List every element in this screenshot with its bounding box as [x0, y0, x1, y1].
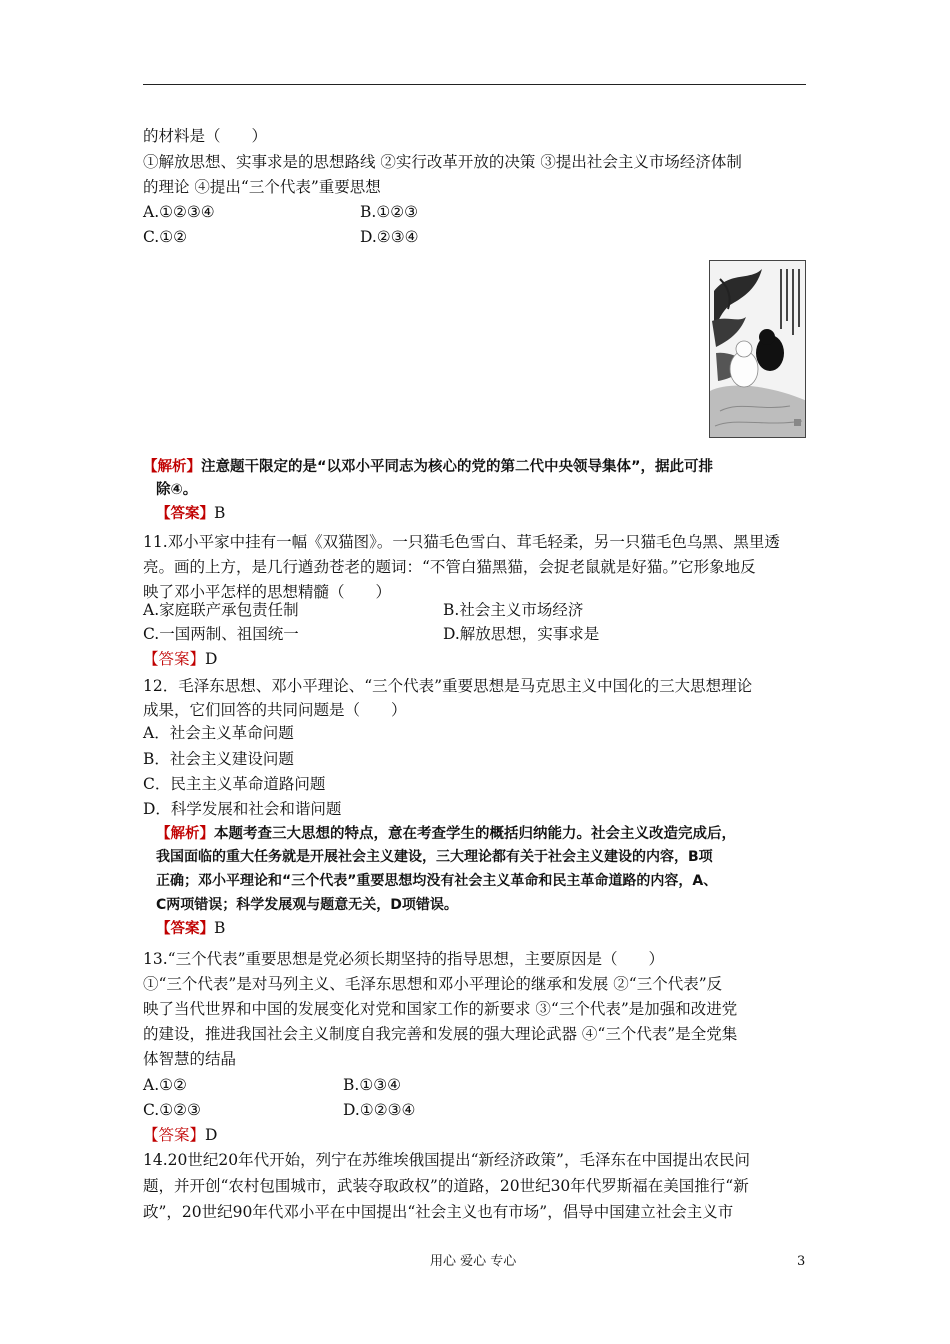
- q13-line4: 的建设，推进我国社会主义制度自我完善和发展的强大理论武器 ④“三个代表”是全党集: [143, 1025, 738, 1043]
- q10-option-a: A.①②③④: [143, 203, 215, 221]
- q10-option-b: B.①②③: [360, 203, 419, 221]
- q10-items-line2: 的理论 ④提出“三个代表”重要思想: [143, 178, 381, 196]
- q10-items-line1: ①解放思想、实事求是的思想路线 ②实行改革开放的决策 ③提出社会主义市场经济体制: [143, 153, 742, 171]
- q13-line2: ①“三个代表”是对马列主义、毛泽东思想和邓小平理论的继承和发展 ②“三个代表”反: [143, 975, 723, 993]
- q11-line3: 映了邓小平怎样的思想精髓（ ）: [143, 583, 392, 601]
- answer-tag: 【答案】: [156, 921, 214, 937]
- answer-tag: 【答案】: [143, 1126, 206, 1144]
- q13-line5: 体智慧的结晶: [143, 1050, 237, 1068]
- q10-answer: 【答案】B: [156, 504, 226, 522]
- q11-line1: 11.邓小平家中挂有一幅《双猫图》。一只猫毛色雪白、茸毛轻柔，另一只猫毛色乌黑、黑里透: [143, 533, 780, 551]
- q12-answer: 【答案】B: [156, 919, 226, 937]
- q14-line1: 14.20世纪20年代开始，列宁在苏维埃俄国提出“新经济政策”，毛泽东在中国提出农民问: [143, 1151, 750, 1169]
- q11-option-d: D.解放思想，实事求是: [443, 625, 600, 643]
- q12-option-b: B．社会主义建设问题: [143, 750, 294, 768]
- q10-stem: 的材料是（ ）: [143, 127, 268, 145]
- q11-option-b: B.社会主义市场经济: [443, 601, 584, 619]
- q13-option-d: D.①②③④: [343, 1101, 416, 1119]
- q12-option-a: A．社会主义革命问题: [143, 724, 294, 742]
- q12-option-c: C．民主主义革命道路问题: [143, 775, 326, 793]
- q11-option-c: C.一国两制、祖国统一: [143, 625, 299, 643]
- answer-tag: 【答案】: [143, 650, 206, 668]
- q10-option-c: C.①②: [143, 228, 188, 246]
- q11-option-a: A.家庭联产承包责任制: [143, 601, 299, 619]
- q13-answer: 【答案】D: [143, 1126, 218, 1144]
- q13-option-c: C.①②③: [143, 1101, 201, 1119]
- q12-option-d: D．科学发展和社会和谐问题: [143, 800, 342, 818]
- q11-line2: 亮。画的上方，是几行遒劲苍老的题词：“不管白猫黑猫，会捉老鼠就是好猫。”它形象地反: [143, 558, 756, 576]
- q10-analysis-line1: 【解析】注意题干限定的是“以邓小平同志为核心的党的第二代中央领导集体”，据此可排: [143, 459, 714, 475]
- q14-line3: 政”，20世纪90年代邓小平在中国提出“社会主义也有市场”，倡导中国建立社会主义市: [143, 1203, 734, 1221]
- analysis-tag: 【解析】: [143, 459, 201, 475]
- double-cat-painting-image: [709, 260, 806, 438]
- footer-slogan: 用心 爱心 专心: [430, 1254, 517, 1269]
- q12-analysis-line4: C两项错误；科学发展观与题意无关，D项错误。: [156, 897, 458, 913]
- q13-line1: 13.“三个代表”重要思想是党必须长期坚持的指导思想，主要原因是（ ）: [143, 950, 665, 968]
- cat-painting-drawing: [710, 261, 806, 438]
- page-number: 3: [797, 1254, 806, 1269]
- q10-option-d: D.②③④: [360, 228, 419, 246]
- header-rule: [143, 84, 806, 85]
- q11-answer: 【答案】D: [143, 650, 218, 668]
- q12-analysis-line1: 【解析】本题考查三大思想的特点，意在考查学生的概括归纳能力。社会主义改造完成后，: [156, 826, 736, 842]
- q13-option-b: B.①③④: [343, 1076, 402, 1094]
- q12-line2: 成果，它们回答的共同问题是（ ）: [143, 701, 407, 719]
- q12-line1: 12．毛泽东思想、邓小平理论、“三个代表”重要思想是马克思主义中国化的三大思想理论: [143, 677, 753, 695]
- q12-analysis-line3: 正确；邓小平理论和“三个代表”重要思想均没有社会主义革命和民主革命道路的内容，A、: [156, 873, 718, 889]
- q14-line2: 题，并开创“农村包围城市，武装夺取政权”的道路，20世纪30年代罗斯福在美国推行“新: [143, 1177, 749, 1195]
- answer-tag: 【答案】: [156, 506, 214, 522]
- q13-line3: 映了当代世界和中国的发展变化对党和国家工作的新要求 ③“三个代表”是加强和改进党: [143, 1000, 738, 1018]
- q13-option-a: A.①②: [143, 1076, 187, 1094]
- analysis-tag: 【解析】: [156, 826, 214, 842]
- q12-analysis-line2: 我国面临的重大任务就是开展社会主义建设，三大理论都有关于社会主义建设的内容，B项: [156, 849, 713, 865]
- q10-analysis-line2: 除④。: [156, 482, 198, 498]
